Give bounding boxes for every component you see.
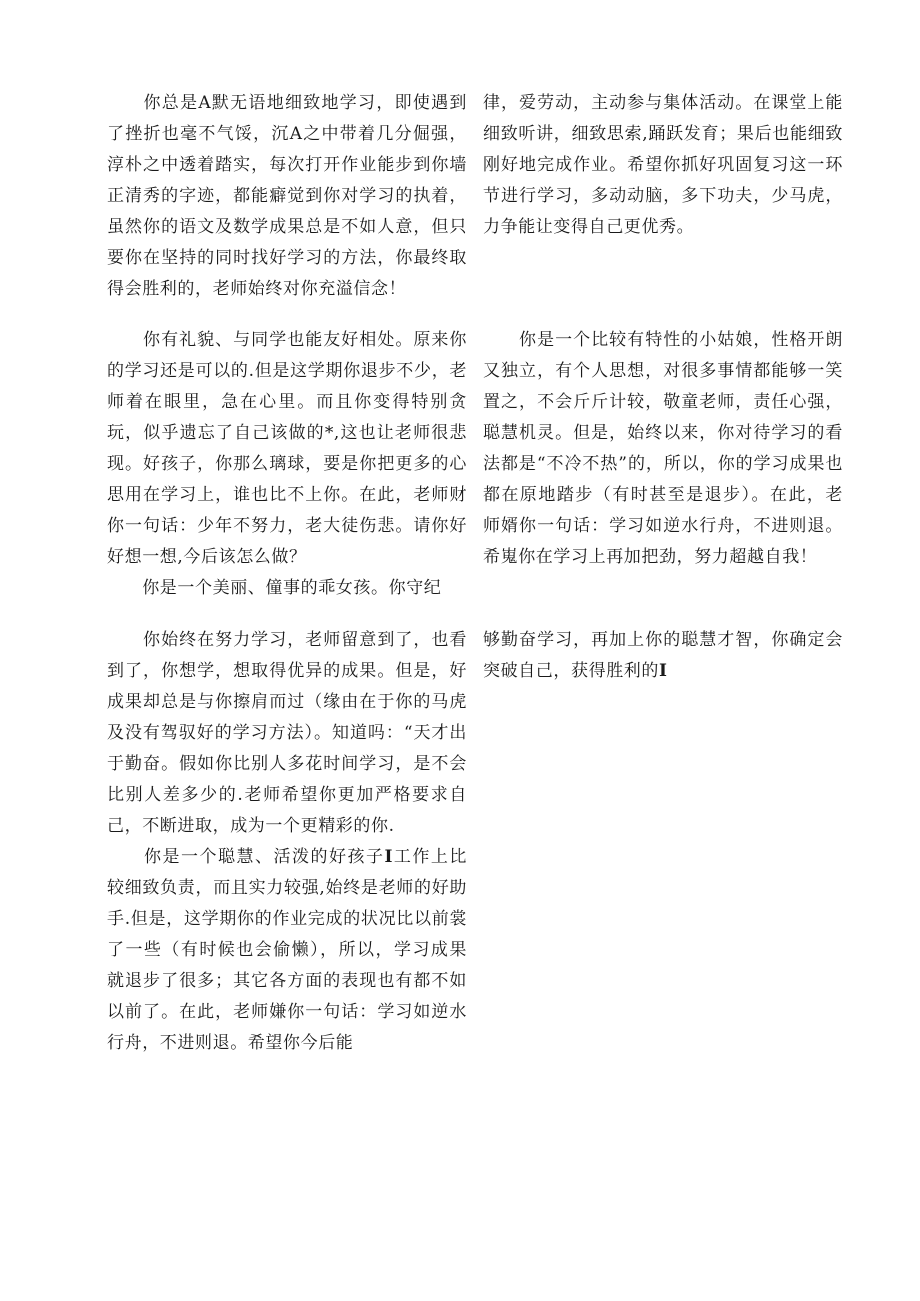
text-cursor-mark-2: I — [659, 661, 668, 681]
comment-text-1: 你总是A默无语地细致地学习，即使遇到了挫折也毫不气馁，沉A之中带着几分倔强，淳朴之中透着踏实，每次打开作业能步到你墙正清秀的字迹，都能癖觉到你对学习的执着，虽然你的语文及数学成果总是不如人意，但只要你在坚持的同时找好学习的方法，你最终取得会胜利的，老师始终对你充溢信念！ — [107, 93, 467, 299]
comment-text-7-start: 你是一个聪慧、活泼的好孩子 — [107, 847, 385, 867]
comment-text-7 — [107, 842, 467, 1059]
comment-block-6 — [107, 625, 467, 1059]
comment-block-2 — [483, 88, 843, 243]
comment-text-2: 律，爱劳动，主动参与集体活动。在课堂上能细致听讲，细致思索,踊跃发育；果后也能细致刚好地完成作业。希望你抓好巩固复习这一环节进行学习，多动动脑，多下功夫，少马虎，力争能让变得自己更优秀。 — [483, 93, 843, 237]
text-cursor-mark: I — [384, 847, 394, 867]
comment-block-1 — [107, 88, 467, 305]
comment-text-7-end: 工作上比较细致负责，而且实力较强,始终是老师的好助手.但是，这学期你的作业完成的状况比以前裳了一些（有时候也会偷懒），所以，学习成果就退步了很多；其它各方面的表现也有都不如以前了。在此，老师嫌你一句话：学习如逆水行舟，不进则退。希望你今后能 — [107, 847, 468, 1053]
comment-text-3: 你有礼貌、与同学也能友好相处。原来你的学习还是可以的.但是这学期你退步不少，老师着在眼里，急在心里。而且你变得特别贪玩，似乎遗忘了自己该做的*,这也让老师很悲现。好孩子，你那么璃球，要是你把更多的心思用在学习上，谁也比不上你。在此，老师财你一句话：少年不努力，老大徒伤悲。请你好好想一想,今后该怎么做？ — [107, 330, 467, 567]
comment-text-6: 你始终在努力学习，老师留意到了，也看到了，你想学，想取得优异的成果。但是，好成果却总是与你擦肩而过（缘由在于你的马虎及没有驾驭好的学习方法）。知道吗：“天才出于勤奋。假如你比别人多花时间学习，是不会比别人差多少的.老师希望你更加严格要求自己，不断进取，成为一个更精彩的你. — [107, 630, 467, 836]
comment-text-4: 你是一个美丽、僮事的乖女孩。你守纪 — [107, 578, 442, 598]
comment-block-5 — [483, 325, 843, 573]
comment-block-3 — [107, 325, 467, 604]
comment-text-5: 你是一个比较有特性的小姑娘，性格开朗又独立，有个人思想，对很多事情都能够一笑置之，不会斤斤计较，敬童老师，责任心强，聪慧机灵。但是，始终以来，你对待学习的看法都是“不冷不热”的，所以，你的学习成果也都在原地踏步（有时甚至是退步）。在此，老师婿你一句话：学习如逆水行舟，不进则退。希嵬你在学习上再加把劲，努力超越自我！ — [483, 330, 843, 567]
comment-text-8 — [483, 625, 843, 687]
comment-block-8 — [483, 625, 843, 687]
comment-text-8-body: 够勤奋学习，再加上你的聪慧才智，你确定会突破自己，获得胜利的 — [483, 630, 843, 681]
